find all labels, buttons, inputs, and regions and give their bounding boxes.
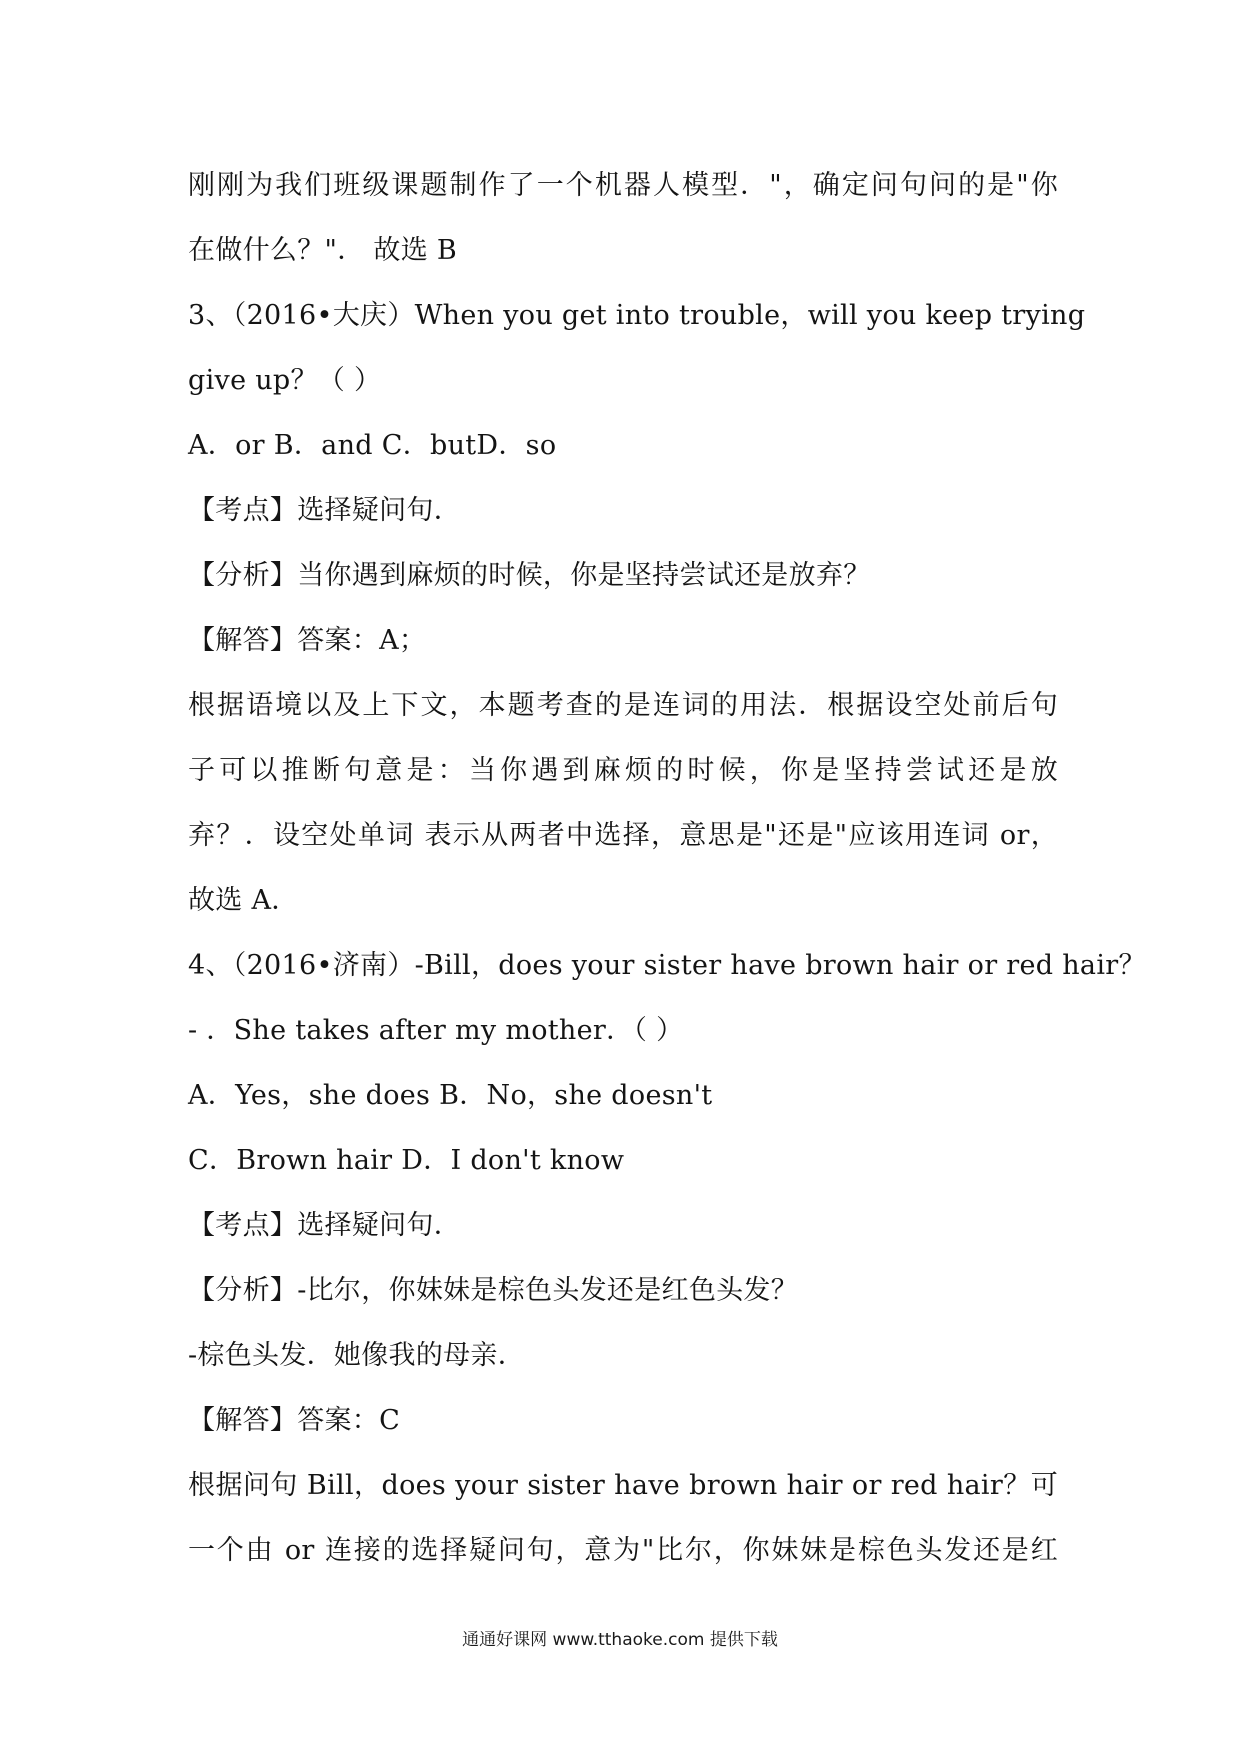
explanation-line: 根据问句 Bill，does your sister have brown hair or red hair？可 (188, 1470, 1058, 1501)
analysis: 【分析】-比尔，你妹妹是棕色头发还是红色头发？ (188, 1275, 799, 1306)
explanation-line: 子可以推断句意是：当你遇到麻烦的时候，你是坚持尝试还是放 (188, 755, 1058, 786)
answer: 【解答】答案：A； (188, 625, 427, 656)
knowledge-point: 【考点】选择疑问句． (188, 1210, 461, 1241)
answer: 【解答】答案：C (188, 1405, 401, 1436)
explanation-line: 故选 A． (188, 885, 299, 916)
page-footer: 通通好课网 www.tthaoke.com 提供下载 (462, 1630, 778, 1650)
question-3-options: A．or B．and C．butD．so (188, 430, 557, 461)
text-line: 刚刚为我们班级课题制作了一个机器人模型．"，确定问句问的是"你 (188, 170, 1058, 201)
question-3-stem: 3、（2016•大庆）When you get into trouble，will you keep trying (188, 300, 1086, 331)
explanation-line: 一个由 or 连接的选择疑问句，意为"比尔，你妹妹是棕色头发还是红 (188, 1535, 1058, 1566)
text-line: 在做什么？"． 故选 B (188, 235, 458, 266)
document-body (188, 153, 1146, 1583)
explanation-line: 弃？．设空处单词 表示从两者中选择，意思是"还是"应该用连词 or， (188, 820, 1058, 851)
analysis-cont: -棕色头发．她像我的母亲． (188, 1340, 526, 1371)
question-3-stem-cont: give up？（ ） (188, 365, 382, 396)
question-4-stem-cont: - ．She takes after my mother．（ ） (188, 1015, 684, 1046)
question-4-options: A．Yes，she does B．No，she doesn't (188, 1080, 713, 1111)
knowledge-point: 【考点】选择疑问句． (188, 495, 461, 526)
explanation-line: 根据语境以及上下文，本题考查的是连词的用法．根据设空处前后句 (188, 690, 1058, 721)
question-4-stem: 4、（2016•济南）-Bill，does your sister have brown hair or red hair？ (188, 950, 1146, 981)
analysis: 【分析】当你遇到麻烦的时候，你是坚持尝试还是放弃？ (188, 560, 871, 591)
question-4-options: C．Brown hair D．I don't know (188, 1145, 625, 1176)
